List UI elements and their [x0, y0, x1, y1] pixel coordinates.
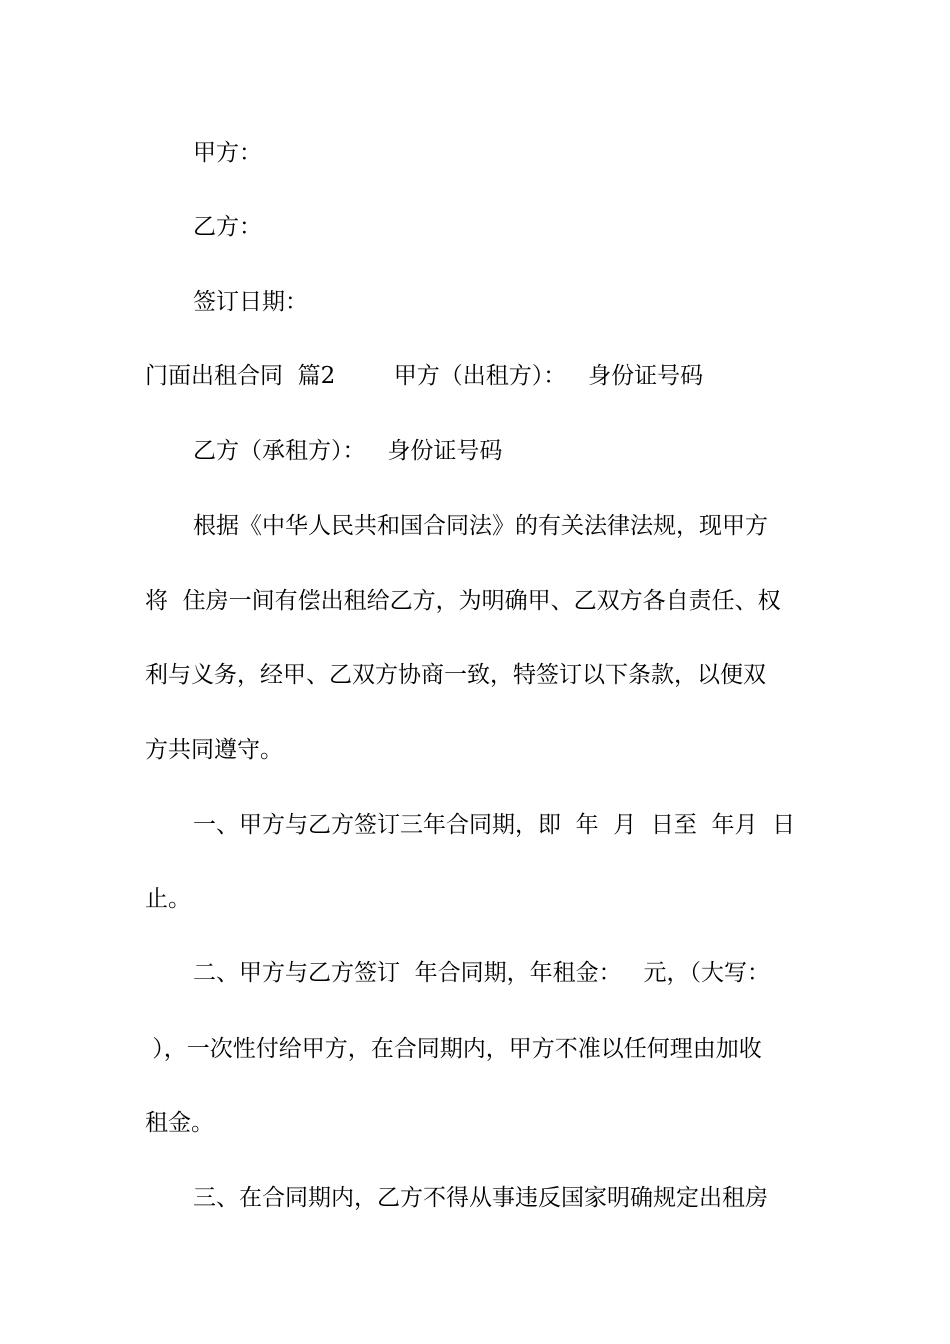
paragraph-line: 根据《中华人民共和国合同法》的有关法律法规，现甲方 [193, 513, 768, 539]
paragraph-line: 方共同遵守。 [145, 737, 283, 763]
section-heading: 门面出租合同 篇2 甲方（出租方）： 身份证号码 [145, 363, 704, 389]
paragraph-line: 利与义务，经甲、乙双方协商一致，特签订以下条款，以便双 [145, 662, 766, 688]
clause-2-line: ），一次性付给甲方，在合同期内，甲方不准以任何理由加收 [145, 1036, 762, 1062]
sign-date-line: 签订日期： [193, 289, 308, 315]
paragraph-line: 将 住房一间有偿出租给乙方，为明确甲、乙双方各自责任、权 [145, 588, 781, 614]
lessee-line: 乙方（承租方）： 身份证号码 [193, 438, 503, 464]
clause-2-line: 二、甲方与乙方签订 年合同期，年租金： 元，（大写： [193, 960, 771, 986]
party-b-line: 乙方： [193, 214, 262, 240]
clause-1-line: 止。 [145, 886, 191, 912]
party-a-line: 甲方： [193, 140, 262, 166]
clause-2-line: 租金。 [145, 1110, 214, 1136]
clause-3-line: 三、在合同期内，乙方不得从事违反国家明确规定出租房 [193, 1185, 768, 1211]
clause-1-line: 一、甲方与乙方签订三年合同期，即 年 月 日至 年月 日 [193, 812, 796, 838]
